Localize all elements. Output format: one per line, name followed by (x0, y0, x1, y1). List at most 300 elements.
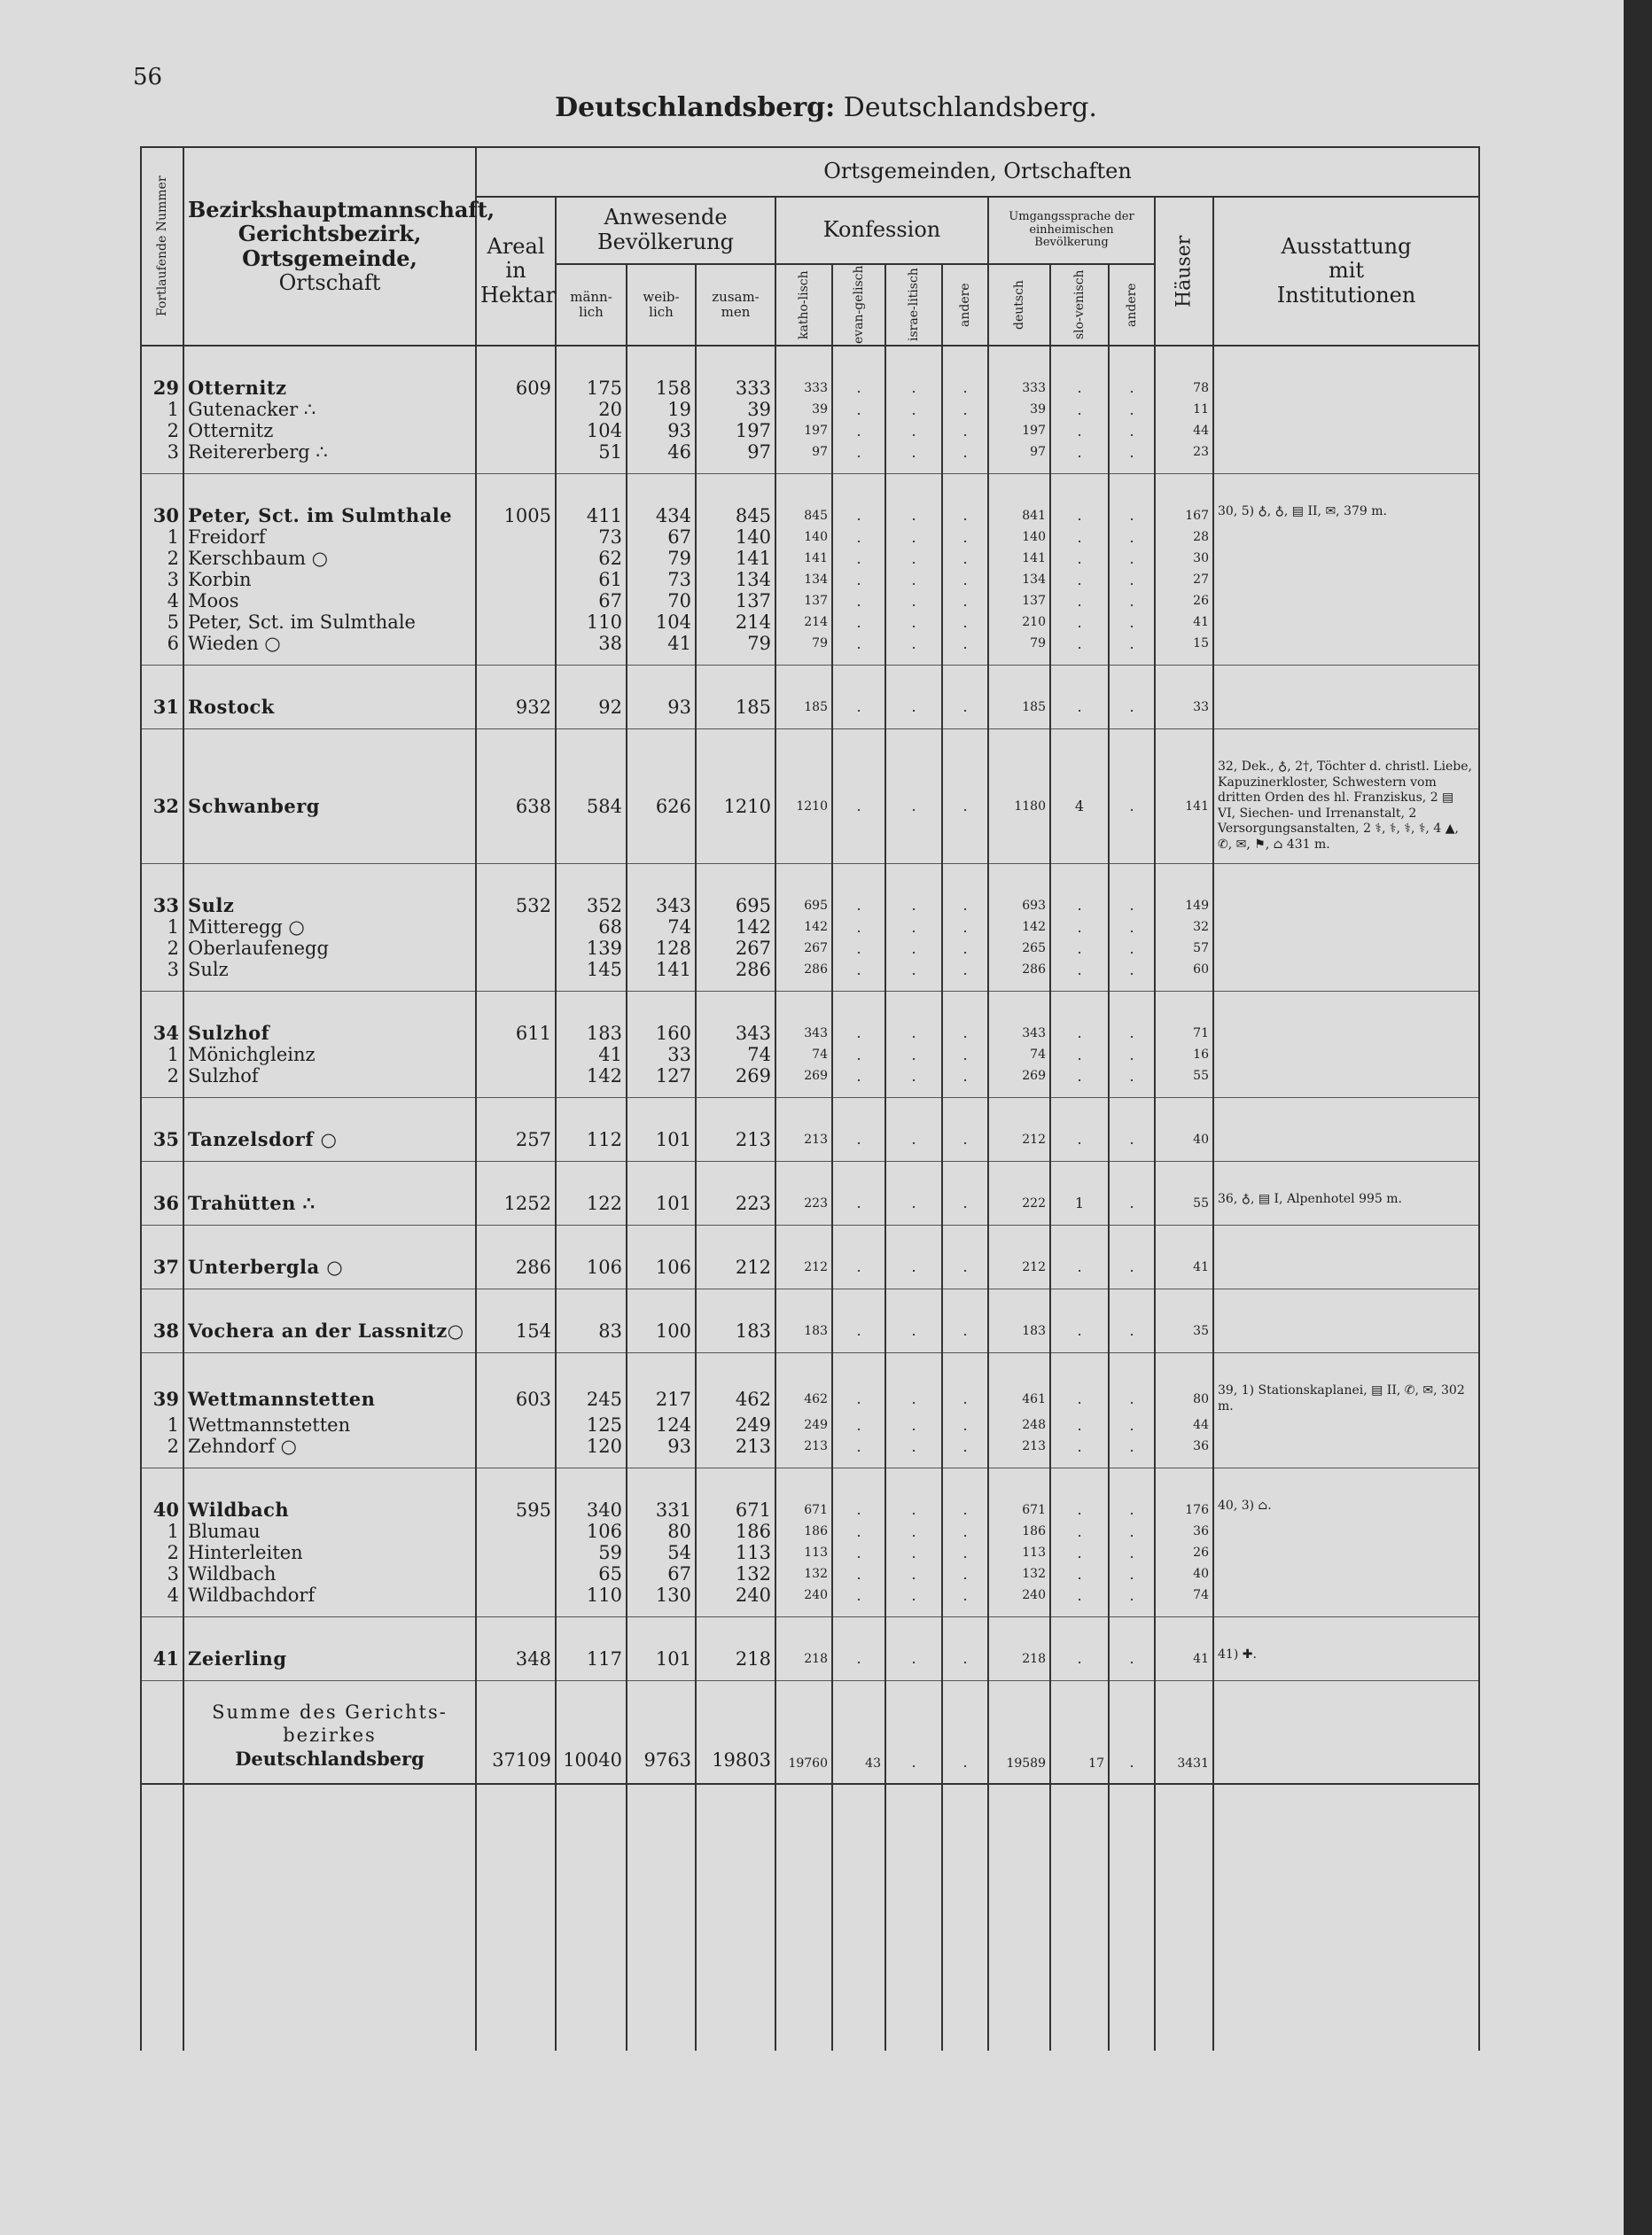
cell-and2: . (1109, 1414, 1155, 1436)
cell-w: 70 (627, 590, 696, 611)
cell-slo: . (1050, 1563, 1109, 1585)
cell-and1: . (942, 569, 988, 590)
cell-deu: 1180 (988, 729, 1050, 864)
cell-and1: . (942, 611, 988, 633)
cell-haeuser: 15 (1155, 633, 1213, 666)
cell-deu: 140 (988, 526, 1050, 548)
cell-name: Wildbachdorf (183, 1585, 476, 1617)
cell-areal (476, 1436, 556, 1468)
cell-kath: 269 (775, 1065, 832, 1098)
cell-name: Hinterleiten (183, 1542, 476, 1563)
cell-w: 343 (627, 864, 696, 917)
cell-areal (476, 1065, 556, 1098)
cell-and2: . (1109, 346, 1155, 399)
cell-areal (476, 959, 556, 992)
header-evangelisch: evan-gelisch (832, 264, 885, 346)
cell-slo: . (1050, 1289, 1109, 1353)
cell-w: 160 (627, 992, 696, 1045)
table-row-gemeinde (141, 1226, 1479, 1289)
cell-institutionen (1213, 992, 1479, 1045)
table-row-ortschaft (141, 959, 1479, 992)
cell-z: 269 (696, 1065, 775, 1098)
cell-slo: . (1050, 916, 1109, 938)
header-umgangssprache: Umgangssprache der einheimischen Bevölkerung (988, 197, 1155, 264)
cell-and1: . (942, 1542, 988, 1563)
cell-institutionen (1213, 633, 1479, 666)
binding-edge (1624, 0, 1652, 2235)
cell-slo: . (1050, 441, 1109, 474)
cell-evan: . (832, 569, 885, 590)
cell-areal (476, 399, 556, 420)
cell-institutionen (1213, 346, 1479, 399)
cell-name: Tanzelsdorf ○ (183, 1098, 476, 1162)
cell-z: 137 (696, 590, 775, 611)
cell-haeuser: 40 (1155, 1563, 1213, 1585)
cell-isr: . (885, 1226, 942, 1289)
table-row-ortschaft (141, 399, 1479, 420)
cell-w: 331 (627, 1468, 696, 1522)
cell-isr: . (885, 611, 942, 633)
cell-deu: 841 (988, 474, 1050, 527)
cell-kath: 185 (775, 666, 832, 729)
cell-and1: . (942, 399, 988, 420)
cell-evan: . (832, 1353, 885, 1415)
cell-z: 185 (696, 666, 775, 729)
cell-slo: . (1050, 1542, 1109, 1563)
table-row-gemeinde (141, 346, 1479, 399)
header-areal: Areal in Hektar (476, 197, 556, 346)
cell-slo: . (1050, 1353, 1109, 1415)
cell-m: 139 (556, 938, 627, 959)
cell-deu: 693 (988, 864, 1050, 917)
table-row-ortschaft (141, 1044, 1479, 1065)
cell-nr: 40 (141, 1468, 183, 1522)
cell-and1: . (942, 633, 988, 666)
cell-name: Moos (183, 590, 476, 611)
cell-m: 584 (556, 729, 627, 864)
cell-areal (476, 1414, 556, 1436)
cell-haeuser: 16 (1155, 1044, 1213, 1065)
cell-deu: 113 (988, 1542, 1050, 1563)
cell-haeuser: 36 (1155, 1521, 1213, 1542)
cell-z: 197 (696, 420, 775, 441)
cell-and2: . (1109, 1436, 1155, 1468)
cell-evan: . (832, 526, 885, 548)
cell-z: 213 (696, 1098, 775, 1162)
cell-kath: 333 (775, 346, 832, 399)
cell-w: 46 (627, 441, 696, 474)
cell-slo: . (1050, 420, 1109, 441)
table-row-ortschaft (141, 1563, 1479, 1585)
cell-w: 104 (627, 611, 696, 633)
cell-evan: . (832, 1563, 885, 1585)
cell-haeuser: 28 (1155, 526, 1213, 548)
cell-slo: . (1050, 1436, 1109, 1468)
cell-evan: . (832, 1289, 885, 1353)
cell-haeuser: 36 (1155, 1436, 1213, 1468)
cell-deu: 197 (988, 420, 1050, 441)
cell-kath: 1210 (775, 729, 832, 864)
cell-areal (476, 1542, 556, 1563)
table-body (141, 346, 1479, 2051)
header-admin: Bezirkshauptmannschaft, Gerichtsbezirk, Ortsgemeinde, Ortschaft (183, 147, 476, 346)
cell-slo: . (1050, 1521, 1109, 1542)
cell-w: 19 (627, 399, 696, 420)
cell-z: 845 (696, 474, 775, 527)
cell-deu: 183 (988, 1289, 1050, 1353)
header-andere-sprache: andere (1109, 264, 1155, 346)
cell-isr: . (885, 864, 942, 917)
cell-kath: 212 (775, 1226, 832, 1289)
cell-institutionen (1213, 1065, 1479, 1098)
cell-kath: 286 (775, 959, 832, 992)
cell-slo: . (1050, 1065, 1109, 1098)
table-row-ortschaft (141, 938, 1479, 959)
cell-name: Gutenacker ∴ (183, 399, 476, 420)
cell-nr: 5 (141, 611, 183, 633)
cell-slo: . (1050, 1617, 1109, 1681)
cell-isr: . (885, 959, 942, 992)
cell-empty (832, 1784, 885, 2051)
header-katholisch: katho-lisch (775, 264, 832, 346)
cell-institutionen (1213, 1563, 1479, 1585)
cell-haeuser: 41 (1155, 611, 1213, 633)
cell-slo: . (1050, 992, 1109, 1045)
cell-kath: 137 (775, 590, 832, 611)
cell-m: 352 (556, 864, 627, 917)
cell-slo: . (1050, 1098, 1109, 1162)
header-slovenisch: slo-venisch (1050, 264, 1109, 346)
cell-empty (1109, 1784, 1155, 2051)
cell-deu: 141 (988, 548, 1050, 569)
cell-deu: 269 (988, 1065, 1050, 1098)
cell-isr: . (885, 1468, 942, 1522)
cell-institutionen (1213, 1226, 1479, 1289)
cell-kath: 183 (775, 1289, 832, 1353)
cell-haeuser: 60 (1155, 959, 1213, 992)
cell-institutionen (1213, 1289, 1479, 1353)
cell-haeuser: 78 (1155, 346, 1213, 399)
cell-evan: . (832, 1065, 885, 1098)
cell-m: 61 (556, 569, 627, 590)
cell-institutionen (1213, 399, 1479, 420)
cell-w: 434 (627, 474, 696, 527)
cell-isr: . (885, 346, 942, 399)
cell-institutionen (1213, 526, 1479, 548)
cell-kath: 214 (775, 611, 832, 633)
cell-deu: 185 (988, 666, 1050, 729)
cell-nr (141, 1681, 183, 1784)
cell-and2: . (1109, 864, 1155, 917)
cell-areal (476, 1521, 556, 1542)
table-row-ortschaft (141, 420, 1479, 441)
cell-haeuser: 71 (1155, 992, 1213, 1045)
cell-name: Wildbach (183, 1468, 476, 1522)
table-row-gemeinde (141, 864, 1479, 917)
cell-slo: . (1050, 938, 1109, 959)
cell-kath: 132 (775, 1563, 832, 1585)
cell-evan: . (832, 1468, 885, 1522)
summary-and2: . (1109, 1681, 1155, 1784)
cell-evan: . (832, 1414, 885, 1436)
cell-areal (476, 548, 556, 569)
cell-kath: 267 (775, 938, 832, 959)
cell-areal (476, 611, 556, 633)
cell-deu: 137 (988, 590, 1050, 611)
cell-isr: . (885, 1563, 942, 1585)
cell-nr: 6 (141, 633, 183, 666)
cell-and2: . (1109, 938, 1155, 959)
cell-z: 79 (696, 633, 775, 666)
cell-nr: 29 (141, 346, 183, 399)
cell-deu: 265 (988, 938, 1050, 959)
cell-w: 124 (627, 1414, 696, 1436)
summary-and1: . (942, 1681, 988, 1784)
cell-z: 333 (696, 346, 775, 399)
cell-and1: . (942, 1617, 988, 1681)
cell-and1: . (942, 1585, 988, 1617)
cell-m: 67 (556, 590, 627, 611)
cell-institutionen: 36, ♁, ▤ I, Alpenhotel 995 m. (1213, 1162, 1479, 1226)
cell-empty (988, 1784, 1050, 2051)
cell-and2: . (1109, 611, 1155, 633)
cell-name: Schwanberg (183, 729, 476, 864)
cell-deu: 74 (988, 1044, 1050, 1065)
cell-and1: . (942, 1098, 988, 1162)
cell-institutionen (1213, 916, 1479, 938)
table-row-gemeinde (141, 666, 1479, 729)
cell-nr: 3 (141, 569, 183, 590)
cell-and1: . (942, 346, 988, 399)
cell-haeuser: 55 (1155, 1065, 1213, 1098)
table-row-ortschaft (141, 916, 1479, 938)
cell-kath: 186 (775, 1521, 832, 1542)
cell-areal (476, 526, 556, 548)
cell-and1: . (942, 441, 988, 474)
cell-m: 73 (556, 526, 627, 548)
cell-and1: . (942, 959, 988, 992)
cell-and2: . (1109, 1065, 1155, 1098)
cell-and2: . (1109, 1542, 1155, 1563)
cell-z: 286 (696, 959, 775, 992)
cell-deu: 248 (988, 1414, 1050, 1436)
header-haeuser: Häuser (1155, 197, 1213, 346)
summary-kath: 19760 (775, 1681, 832, 1784)
cell-institutionen (1213, 611, 1479, 633)
cell-m: 117 (556, 1617, 627, 1681)
cell-deu: 222 (988, 1162, 1050, 1226)
cell-and2: . (1109, 1044, 1155, 1065)
cell-institutionen (1213, 441, 1479, 474)
cell-empty (942, 1784, 988, 2051)
cell-m: 106 (556, 1226, 627, 1289)
cell-haeuser: 74 (1155, 1585, 1213, 1617)
cell-name: Blumau (183, 1521, 476, 1542)
cell-w: 141 (627, 959, 696, 992)
cell-areal (476, 441, 556, 474)
cell-evan: . (832, 548, 885, 569)
cell-z: 695 (696, 864, 775, 917)
table-row-gemeinde (141, 729, 1479, 864)
cell-name: Sulz (183, 864, 476, 917)
cell-kath: 249 (775, 1414, 832, 1436)
cell-haeuser: 33 (1155, 666, 1213, 729)
cell-areal: 257 (476, 1098, 556, 1162)
cell-and1: . (942, 1065, 988, 1098)
cell-kath: 213 (775, 1098, 832, 1162)
cell-institutionen (1213, 938, 1479, 959)
cell-haeuser: 27 (1155, 569, 1213, 590)
cell-haeuser: 23 (1155, 441, 1213, 474)
cell-empty (556, 1784, 627, 2051)
cell-z: 249 (696, 1414, 775, 1436)
cell-z: 132 (696, 1563, 775, 1585)
header-zusammen: zusam-men (696, 264, 775, 346)
cell-m: 110 (556, 1585, 627, 1617)
cell-slo: . (1050, 548, 1109, 569)
cell-haeuser: 30 (1155, 548, 1213, 569)
cell-nr: 30 (141, 474, 183, 527)
cell-and2: . (1109, 992, 1155, 1045)
cell-institutionen (1213, 1098, 1479, 1162)
cell-z: 183 (696, 1289, 775, 1353)
cell-empty (1213, 1784, 1479, 2051)
cell-w: 67 (627, 526, 696, 548)
cell-w: 93 (627, 666, 696, 729)
cell-slo: . (1050, 1414, 1109, 1436)
cell-w: 74 (627, 916, 696, 938)
cell-and2: . (1109, 916, 1155, 938)
cell-evan: . (832, 1617, 885, 1681)
table-row-gemeinde (141, 1098, 1479, 1162)
cell-z: 240 (696, 1585, 775, 1617)
cell-isr: . (885, 1098, 942, 1162)
cell-and1: . (942, 1226, 988, 1289)
cell-isr: . (885, 1414, 942, 1436)
cell-z: 142 (696, 916, 775, 938)
cell-deu: 142 (988, 916, 1050, 938)
cell-kath: 695 (775, 864, 832, 917)
cell-and1: . (942, 420, 988, 441)
cell-name: Reitererberg ∴ (183, 441, 476, 474)
cell-areal (476, 633, 556, 666)
cell-and1: . (942, 474, 988, 527)
cell-areal: 603 (476, 1353, 556, 1415)
cell-z: 1210 (696, 729, 775, 864)
cell-z: 218 (696, 1617, 775, 1681)
header-maennlich: männ-lich (556, 264, 627, 346)
cell-institutionen (1213, 1521, 1479, 1542)
cell-and2: . (1109, 1563, 1155, 1585)
cell-nr: 2 (141, 1436, 183, 1468)
cell-haeuser: 40 (1155, 1098, 1213, 1162)
cell-m: 122 (556, 1162, 627, 1226)
cell-and1: . (942, 1521, 988, 1542)
cell-and2: . (1109, 729, 1155, 864)
cell-evan: . (832, 729, 885, 864)
cell-and1: . (942, 1436, 988, 1468)
cell-slo: . (1050, 474, 1109, 527)
cell-institutionen: 32, Dek., ♁, 2†, Töchter d. christl. Liebe, Kapuzinerkloster, Schwestern vom dritten Orden des hl. Franziskus, 2 ▤ VI, Siechen- und Irrenanstalt, 2 Versorgungsanstalten, 2 ⚕, ⚕, ⚕, ⚕, 4 ▲, ✆, ✉, ⚑, ⌂ 431 m. (1213, 729, 1479, 864)
cell-isr: . (885, 916, 942, 938)
cell-slo: . (1050, 1585, 1109, 1617)
table-row-ortschaft (141, 1542, 1479, 1563)
cell-kath: 462 (775, 1353, 832, 1415)
page-number: 56 (133, 64, 163, 90)
cell-isr: . (885, 666, 942, 729)
header-konfession: Konfession (775, 197, 988, 264)
cell-z: 141 (696, 548, 775, 569)
cell-and1: . (942, 666, 988, 729)
cell-and2: . (1109, 1226, 1155, 1289)
cell-and2: . (1109, 1521, 1155, 1542)
cell-and2: . (1109, 1289, 1155, 1353)
cell-m: 59 (556, 1542, 627, 1563)
cell-institutionen: 40, 3) ⌂. (1213, 1468, 1479, 1522)
cell-nr: 41 (141, 1617, 183, 1681)
cell-z: 267 (696, 938, 775, 959)
cell-z: 186 (696, 1521, 775, 1542)
cell-nr: 34 (141, 992, 183, 1045)
cell-isr: . (885, 1521, 942, 1542)
cell-nr: 2 (141, 1065, 183, 1098)
cell-and2: . (1109, 959, 1155, 992)
summary-haeuser: 3431 (1155, 1681, 1213, 1784)
cell-haeuser: 26 (1155, 1542, 1213, 1563)
cell-areal: 638 (476, 729, 556, 864)
cell-haeuser: 141 (1155, 729, 1213, 864)
cell-m: 142 (556, 1065, 627, 1098)
cell-m: 411 (556, 474, 627, 527)
cell-w: 73 (627, 569, 696, 590)
cell-name: Mitteregg ○ (183, 916, 476, 938)
table-row-gemeinde (141, 1162, 1479, 1226)
cell-haeuser: 41 (1155, 1226, 1213, 1289)
cell-kath: 39 (775, 399, 832, 420)
header-andere-konfession: andere (942, 264, 988, 346)
cell-z: 671 (696, 1468, 775, 1522)
cell-deu: 212 (988, 1226, 1050, 1289)
cell-institutionen (1213, 548, 1479, 569)
cell-and1: . (942, 1353, 988, 1415)
cell-isr: . (885, 1585, 942, 1617)
cell-isr: . (885, 633, 942, 666)
cell-empty (183, 1784, 476, 2051)
cell-deu: 671 (988, 1468, 1050, 1522)
cell-name: Oberlaufenegg (183, 938, 476, 959)
cell-kath: 79 (775, 633, 832, 666)
cell-m: 68 (556, 916, 627, 938)
table-row-gemeinde (141, 1353, 1479, 1415)
cell-z: 134 (696, 569, 775, 590)
cell-slo: . (1050, 399, 1109, 420)
cell-deu: 240 (988, 1585, 1050, 1617)
cell-kath: 142 (775, 916, 832, 938)
cell-empty (696, 1784, 775, 2051)
cell-slo: . (1050, 590, 1109, 611)
cell-name: Zeierling (183, 1617, 476, 1681)
summary-label-line: bezirkes (283, 1725, 377, 1747)
cell-isr: . (885, 992, 942, 1045)
cell-name: Korbin (183, 569, 476, 590)
cell-kath: 218 (775, 1617, 832, 1681)
cell-m: 106 (556, 1521, 627, 1542)
cell-haeuser: 149 (1155, 864, 1213, 917)
cell-evan: . (832, 1436, 885, 1468)
cell-z: 462 (696, 1353, 775, 1415)
cell-m: 92 (556, 666, 627, 729)
cell-z: 39 (696, 399, 775, 420)
